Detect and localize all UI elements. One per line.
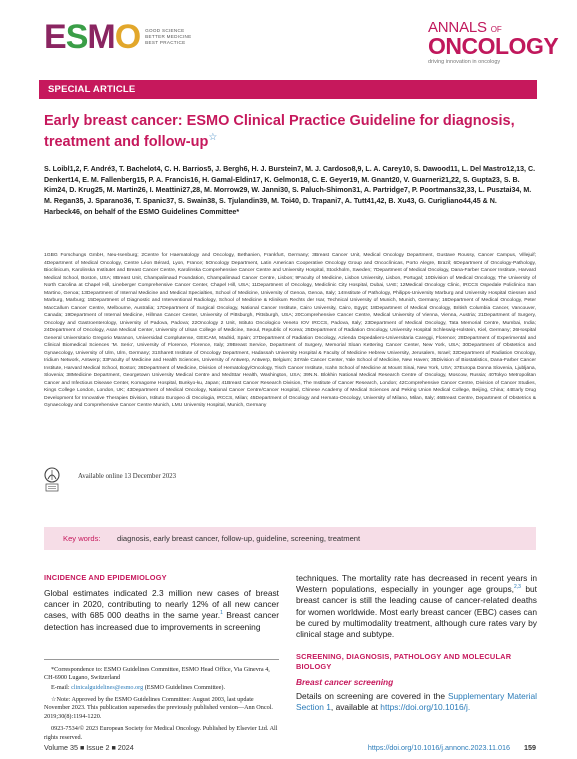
- title-footnote-star-icon[interactable]: ☆: [208, 132, 218, 144]
- esmo-tagline: [145, 28, 191, 47]
- left-column: [44, 573, 279, 633]
- doi-link[interactable]: https://doi.org/10.1016/j.: [380, 702, 471, 713]
- journal-logo[interactable]: [428, 19, 559, 65]
- esmo-wordmark: [44, 20, 140, 54]
- email-note: [44, 684, 279, 692]
- article-type-band: [39, 80, 537, 99]
- approval-note: ☆Note: Approved by the ESMO Guidelines Committee: August 2003, last update November 2023. This publication supersedes the previously published version—Ann Oncol. 2019;30(8):1194-1220.: [44, 696, 273, 720]
- volume-issue: Volume 35 ■ Issue 2 ■ 2024: [44, 743, 134, 752]
- affiliations: 1GBG Forschungs GmbH, Neu-Isenburg; 2Centre for Haematology and Oncology, Bethanien, Frankfurt, Germany; 3Breast Cancer Unit, Medical Oncology Department, Gustave Roussy, Cancer Campus, Villejuif; 4Department of Medical Oncology, Centre Léon Bérard, Lyon, France; 5Oncology Department, Latin American Cooperative Oncology Group and Oncoclínicas, Porto Alegre, Brazil; 6Department of Oncology-Pathology, Bioclinicum, Karolinska Institutet and Breast Cancer Centre, Karolinska Comprehensive Cancer Centre and University Hospital, Stockholm, Sweden; 7Department of Medical Oncology, Dana-Farber Cancer Institute, Harvard Medical School, Boston, USA; 8Breast Unit, Champalimaud Foundation, Champalimaud Cancer Centre, Lisbon; 9Faculty of Medicine, Lisbon University, Lisbon, Portugal; 10Division of Medical Oncology, The University of North Carolina at Chapel Hill, Lineberger Comprehensive Cancer Center, Chapel Hill, USA; 11Department of Oncology, Mediclinic City Hospital, Dubai, UAE; 12Medical Oncology Clinic, IRCCS Ospedale Policlinico San Martino, Genoa; 13Department of Internal Medicine and Medical Specialties, School of Medicine, University of Genoa, Genoa, Italy; 14Institute of Pathology, Philipps-University Marburg and University Hospital Giessen and Marburg, Marburg; 15Department of Diagnostic and Interventional Radiology, School of Medicine & Klinikum Rechts der Isar, Technical University of Munich, Munich, Germany; 16Department of Medical Oncology, Peter MacCallum Cancer Centre, Melbourne, Australia; 17Department of Surgical Oncology, National Cancer Institute, Cairo University, Cairo, Egypt; 18Department of Medical Oncology, British Columbia Cancer, Vancouver, Canada; 19Department of Internal Medicine, Hillman Cancer Center, University of Pittsburgh, Pittsburgh, USA; 20Comprehensive Cancer Centre, Medical University of Vienna, Vienna, Austria; 21Department of Surgery, Oncology and Gastroenterology, University of Padova, Padova; 22Oncology 2 Unit, Istituto Oncologico Veneto IOV IRCCS, Padova, Italy; 23Department of Medical Oncology, Tata Memorial Centre, Mumbai, India; 24Department of Oncology, Asan Medical Center, University of Ulsan College of Medicine, Seoul, Republic of Korea; 25Department of Radiation Oncology, University Hospital Schleswig-Holstein, Kiel, Germany; 26Hospital General Universitario Gregorio Maranon, Universidad Complutense, GEICAM, Madrid, Spain; 27Department of Radiation Oncology, Azienda Ospedaliero-Universitaria Careggi, Florence; 28Department of Experimental and Clinical Biomedical Sciences 'M. Serio', University of Florence, Florence, Italy; 29Breast Service, Department of Surgery, Memorial Sloan Kettering Cancer Center, New York, USA; 30Department of Obstetrics and Gynaecology, University of Ulm, Ulm, Germany; 31Sharett Institute of Oncology Department, Hadassah University Hospital & Faculty of Medicine Hebrew University, Jerusalem, Israel; 32Department of Radiation Oncology, Iridium Network, Antwerp; 33Faculty of Medicine and Health Sciences, University of Antwerp, Antwerp, Belgium; 34Yale Cancer Center, Yale School of Medicine, New Haven; 35Division of Biostatistics, Dana-Farber Cancer Institute, Harvard Medical School, Boston; 36Department of Medicine, Division of Hematology/Oncology, Tisch Cancer Institute, Icahn School of Medicine at Mount Sinai, New York, USA; 37Europa Donna Slovenia, Ljubljana, Slovenia; 38Medicine Department, Georgetown University Medical Centre and MedStar Health, Washington, USA; 39N.N. Blokhin National Medical Research Centre of Oncology, Moscow, Russia; 40Tokyo Metropolitan Cancer and Infectious Disease Center, Komagome Hospital, Bunkyo-ku, Japan; 41Breast Cancer Research Division, The Institute of Cancer Research, London; 42Comprehensive Cancer Centre, Division of Cancer Studies, Kings College London, London, UK; 43Department of Medical Oncology, National Cancer Centre/Cancer Hospital, Chinese Academy of Medical Sciences and Peking Union Medical College, Beijing, China; 44Early Drug Development for Innovative Therapies Division, Istituto Europeo di Oncologia, IRCCS, Milan; 45Department of Oncology and Hemato-Oncology, University of Milano, Milan, Italy; 46Breast Centre, Department of Obstetrics & Gynaecology and Comprehensive Cancer Centre Munich, LMU University Hospital, Munich, Germany: [44, 253, 536, 409]
- paragraph-incidence: [44, 588, 279, 633]
- article-type-label: SPECIAL ARTICLE: [48, 84, 136, 95]
- available-online-date: Available online 13 December 2023: [78, 473, 177, 480]
- email-prefix: E-mail:: [51, 683, 72, 691]
- copyright-note: 0923-7534/© 2023 European Society for Medical Oncology. Published by Elsevier Ltd. All rights reserved.: [44, 725, 278, 741]
- journal-tagline: driving innovation in oncology: [428, 59, 501, 65]
- esmo-letter-o: O: [114, 18, 141, 56]
- keywords-label: Key words:: [63, 534, 101, 543]
- footer-doi-link[interactable]: https://doi.org/10.1016/j.annonc.2023.11.016: [367, 743, 510, 752]
- supplementary-link[interactable]: Supplementary Material Section 1: [296, 691, 538, 713]
- article-title: [44, 112, 534, 152]
- reference-link[interactable]: 2,3: [514, 584, 521, 591]
- open-access-icon: [44, 467, 60, 493]
- paragraph-text: but breast cancer is still the leading cause of cancer-related deaths for women worldwide. Most early breast cancer (EBC) cases can be cured by multimodality treatment, although cure rates vary by clinical stage and subtype.: [296, 584, 537, 639]
- paragraph-text: , available at: [330, 702, 381, 713]
- esmo-tagline-line: GOOD SCIENCE: [145, 27, 185, 33]
- paragraph-text: Breast cancer detection has increased due to improvements in screening: [44, 610, 279, 632]
- email-suffix: (ESMO Guidelines Committee).: [143, 683, 226, 691]
- article-title-text: Early breast cancer: ESMO Clinical Practice Guideline for diagnosis, treatment and follow-up: [44, 113, 515, 150]
- esmo-tagline-line: BEST PRACTICE: [145, 40, 186, 46]
- paragraph-screening: [296, 691, 537, 713]
- journal-title-main: ONCOLOGY: [428, 33, 559, 59]
- journal-of: OF: [490, 25, 502, 34]
- footnote-divider: [44, 659, 279, 660]
- journal-annals: ANNALS: [428, 19, 487, 36]
- section-heading-incidence: INCIDENCE AND EPIDEMIOLOGY: [44, 573, 167, 582]
- page-number: 159: [524, 743, 536, 752]
- subheading-screening: Breast cancer screening: [296, 677, 394, 687]
- page-header: [0, 0, 577, 66]
- footnotes: [44, 659, 279, 746]
- esmo-logo[interactable]: [44, 20, 192, 54]
- section-heading-screening: SCREENING, DIAGNOSIS, PATHOLOGY AND MOLECULAR BIOLOGY: [296, 652, 512, 672]
- page-footer: [44, 743, 536, 755]
- esmo-tagline-line: BETTER MEDICINE: [145, 33, 192, 39]
- email-link[interactable]: clinicalguidelines@esmo.org: [71, 683, 144, 691]
- paragraph-text: Details on screening are covered in the: [296, 691, 448, 701]
- esmo-letter-s: S: [65, 18, 88, 56]
- esmo-letter-m: M: [87, 18, 115, 56]
- reference-link[interactable]: 1: [220, 610, 223, 617]
- keywords-box: [44, 527, 536, 550]
- correspondence-note: *Correspondence to: ESMO Guidelines Committee, ESMO Head Office, Via Ginevra 4, CH-6900 Lugano, Switzerland: [44, 666, 270, 682]
- paragraph-text: techniques. The mortality rate has decreased in recent years in Western populations, especially in younger age groups,: [296, 573, 537, 595]
- author-list: S. Loibl1,2, F. André3, T. Bachelot4, C. H. Barrios5, J. Bergh6, H. J. Burstein7, M. J. Cardoso8,9, L. A. Carey10, S. Dawood11, L. Del Mastro12,13, C. Denkert14, E. M. Fallenberg15, P. A. Francis16, H. Gamal-Eldin17, K. Gelmon18, C. E. Geyer19, M. Gnant20, V. Guarneri21,22, S. Gupta23, S. B. Kim24, D. Krug25, M. Martin26, I. Meattini27,28, M. Morrow29, W. Janni30, S. Paluch-Shimon31, A. Partridge7, P. Poortmans32,33, L. Pusztai34, M. M. Regan35, J. Sparano36, T. Spanic37, S. Swain38, S. Tjulandin39, M. Toi40, D. Trapani7, A. Tutt41,42, B. Xu43, G. Curigliano44,45 & N. Harbeck46, on behalf of the ESMO Guidelines Committee*: [44, 165, 536, 216]
- paragraph-mortality: [296, 573, 537, 640]
- right-column: [296, 573, 537, 713]
- paragraph-text: Global estimates indicated 2.3 million new cases of breast cancer in 2020, contributing to nearly 12% of all new cancer cases, with 685 000 deaths in the same year.: [44, 587, 279, 621]
- esmo-letter-e: E: [44, 18, 66, 56]
- keywords-text: diagnosis, early breast cancer, follow-up, guideline, screening, treatment: [117, 534, 361, 543]
